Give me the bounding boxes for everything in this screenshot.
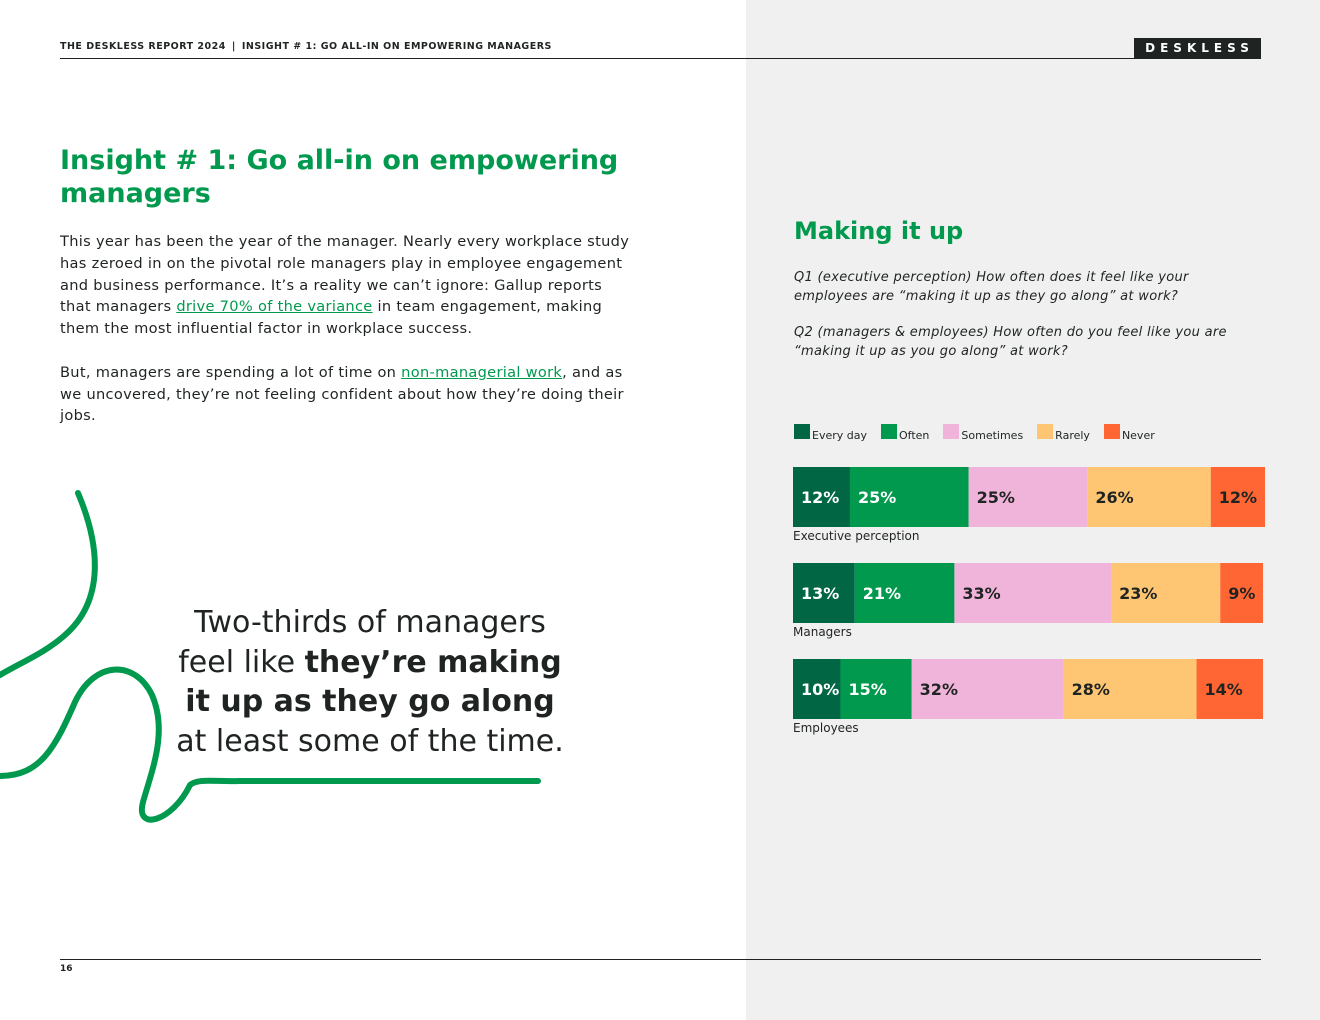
legend-swatch-often	[881, 424, 897, 439]
chart-legend	[794, 424, 1169, 442]
data-label-sometimes: 25%	[976, 488, 1015, 507]
paragraph-2: But, managers are spending a lot of time on non-managerial work, and as we uncovered, they’re not feeling confident about how they’re doing their jobs.	[60, 363, 624, 425]
data-label-never: 9%	[1228, 584, 1256, 603]
quote-emphasis: they’re making it up as they go along	[185, 644, 562, 719]
data-label-rarely: 28%	[1071, 680, 1110, 699]
header-separator: |	[231, 41, 236, 52]
bar-row	[793, 659, 1263, 735]
insight-title: Insight # 1: Go all-in on empowering managers	[60, 145, 619, 209]
category-label: Employees	[793, 721, 859, 735]
footer-rule	[60, 959, 1261, 960]
data-label-sometimes: 33%	[962, 584, 1001, 603]
data-label-everyday: 13%	[801, 584, 840, 603]
data-label-rarely: 23%	[1119, 584, 1158, 603]
legend-item-rarely: Rarely	[1037, 424, 1090, 439]
chart-title: Making it up	[794, 217, 964, 245]
pull-quote: Two-thirds of managers feel like they’re making it up as they go along at least some of the time.	[176, 605, 564, 759]
legend-swatch-rarely	[1037, 424, 1053, 439]
stacked-bar-chart	[793, 467, 1265, 747]
paragraph-1: This year has been the year of the manager. Nearly every workplace study has zeroed in on the pivotal role managers play in employee engagement and business performance. It’s a reality we can’t ignore: Gallup reports that managers drive 70% of the variance in team engagement, making them the most influential factor in workplace success.	[60, 233, 630, 338]
page-number: 16	[60, 964, 73, 974]
data-label-never: 14%	[1204, 680, 1243, 699]
legend-item-everyday: Every day	[794, 424, 867, 439]
data-label-often: 25%	[857, 488, 897, 507]
bar-row	[793, 467, 1265, 543]
legend-item-sometimes: Sometimes	[943, 424, 1023, 439]
data-label-never: 12%	[1218, 488, 1258, 507]
report-name: THE DESKLESS REPORT 2024	[60, 41, 226, 52]
running-header	[60, 41, 552, 52]
gallup-variance-link[interactable]: drive 70% of the variance	[176, 298, 373, 316]
bar-row	[793, 563, 1263, 639]
data-label-rarely: 26%	[1095, 488, 1134, 507]
non-managerial-work-link[interactable]: non-managerial work	[401, 363, 563, 381]
legend-swatch-everyday	[794, 424, 810, 439]
deskless-logo: DESKLESS	[1134, 38, 1261, 59]
legend-item-often: Often	[881, 424, 929, 439]
question-2: Q2 (managers & employees) How often do you feel like you are “making it up as you go along” at work?	[794, 325, 1227, 359]
body-text	[60, 231, 635, 449]
header-rule	[60, 58, 1261, 59]
data-label-sometimes: 32%	[919, 680, 958, 699]
category-label: Executive perception	[793, 529, 920, 543]
category-label: Managers	[793, 625, 852, 639]
question-1: Q1 (executive perception) How often does it feel like your employees are “making it up as they go along” at work?	[794, 270, 1189, 304]
legend-item-never: Never	[1104, 424, 1155, 439]
legend-swatch-sometimes	[943, 424, 959, 439]
data-label-everyday: 12%	[801, 488, 840, 507]
data-label-everyday: 10%	[801, 680, 840, 699]
data-label-often: 21%	[862, 584, 902, 603]
section-name: INSIGHT # 1: GO ALL-IN ON EMPOWERING MANAGERS	[241, 41, 552, 52]
legend-swatch-never	[1104, 424, 1120, 439]
data-label-often: 15%	[848, 680, 887, 699]
